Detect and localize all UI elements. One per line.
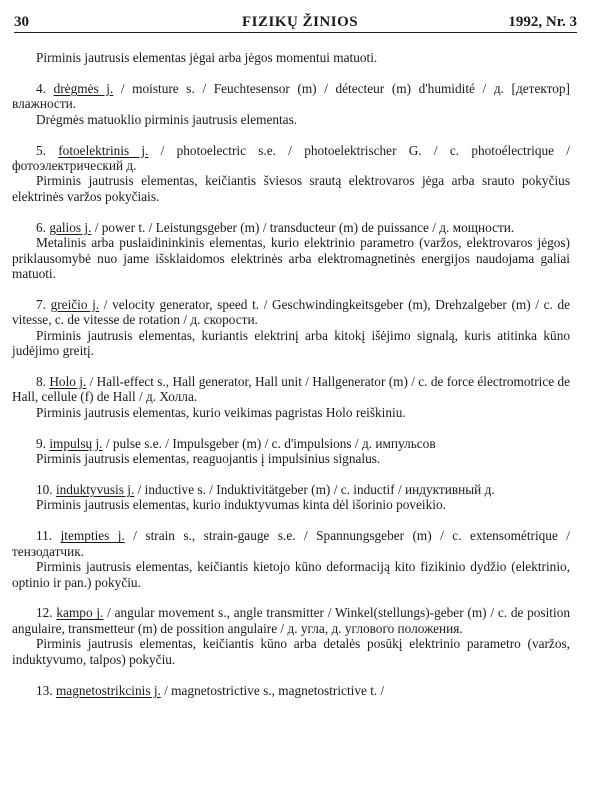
entry-header (12, 436, 570, 451)
glossary-entry (12, 683, 570, 698)
glossary-entry (12, 374, 570, 420)
entry-term: induktyvusis j. (55, 482, 135, 498)
entry-header (12, 605, 570, 636)
entry-definition: Pirminis jautrusis elementas, reaguojantis į impulsinius signalus. (36, 451, 381, 467)
entry-term: drėgmės j. (53, 80, 114, 96)
page-number: 30 (14, 14, 29, 30)
entry-header (12, 297, 570, 328)
intro-definition: Pirminis jautrusis elementas jėgai arba jėgos momentui matuoti. (36, 50, 378, 65)
entry-translations: / velocity generator, speed t. / Geschwindingkeitsgeber (m), Drehzalgeber (m) / c. de vitesse, c. de vitesse de rotation / д. скорости. (12, 296, 570, 328)
entry-term: fotoelektrinis j. (58, 142, 149, 158)
issue-number: 1992, Nr. 3 (508, 14, 577, 30)
entry-header (12, 528, 570, 559)
entry-number: 12. (36, 605, 53, 621)
entry-term: Holo j. (49, 374, 87, 389)
entry-translations: / pulse s.e. / Impulsgeber (m) / c. d'impulsions / д. импульсов (102, 435, 436, 451)
glossary-entry (12, 297, 570, 359)
glossary-entry (12, 528, 570, 590)
entry-number: 4. (36, 80, 46, 96)
entry-definition: Pirminis jautrusis elementas, keičiantis kietojo kūno deformaciją kito fizikinio dydžio (elektrinio, optinio ir pan.) pokyčiu. (12, 559, 570, 590)
entry-definition: Pirminis jautrusis elementas, keičiantis kūno arba detalės posūkį elektrinio parametro (varžos, induktyvumo, talpos) pokyčiu. (12, 636, 570, 667)
entry-term: įtempties j. (60, 528, 125, 544)
entry-term: magnetostrikcinis j. (55, 682, 161, 698)
entry-definition: Drėgmės matuoklio pirminis jautrusis elementas. (36, 111, 298, 127)
glossary-entry (12, 220, 570, 282)
glossary-entry (12, 482, 570, 513)
glossary-content (12, 50, 570, 698)
entry-number: 13. (36, 682, 53, 698)
entry-number: 6. (36, 219, 46, 235)
entry-term: greičio j. (50, 296, 100, 312)
entry-translations: / angular movement s., angle transmitter / Winkel(stellungs)-geber (m) / c. de position angulaire, transmetteur (m) de possition angulaire / д. угла, д. углового положения. (12, 605, 570, 636)
entry-translations: / Hall-effect s., Hall generator, Hall unit / Hallgenerator (m) / c. de force électromotrice de Hall, cellule (f) de Hall / д. Холла. (12, 374, 571, 405)
entry-number: 10. (36, 482, 53, 498)
page-header (14, 8, 577, 33)
entry-header (12, 683, 570, 698)
entry-header (12, 482, 570, 497)
entry-term: impulsų j. (49, 435, 103, 451)
entry-translations: / strain s., strain-gauge s.e. / Spannungsgeber (m) / c. extensométrique / тензодатчик. (12, 528, 570, 559)
glossary-entry (12, 143, 570, 205)
entry-number: 11. (36, 528, 53, 544)
entry-translations: / magnetostrictive s., magnetostrictive t. / (160, 682, 385, 698)
entry-term: kampo j. (56, 605, 104, 621)
entry-number: 7. (36, 296, 46, 312)
entry-number: 8. (36, 374, 46, 389)
entry-definition: Metalinis arba puslaidininkinis elementas, kurio elektrinio parametro (varžos, elektrovaros jėgos) priklausomybė nuo jame išsklaidomos elektrinės arba elektromagnetinės energijos naudojama galiai matuoti. (12, 235, 570, 281)
entry-translations: / moisture s. / Feuchtesensor (m) / détecteur (m) d'humidité / д. [детектор] влажности. (12, 80, 570, 112)
entry-list (12, 81, 570, 698)
entry-header (12, 220, 570, 235)
glossary-entry (12, 81, 570, 127)
entry-header (12, 374, 570, 405)
glossary-entry (12, 605, 570, 667)
entry-translations: / power t. / Leistungsgeber (m) / transducteur (m) de puissance / д. мощности. (91, 219, 515, 235)
entry-definition: Pirminis jautrusis elementas, keičiantis šviesos srautą elektrovaros jėga arba srauto pokyčius elektrinės varžos pokyčiais. (12, 173, 570, 204)
entry-term: galios j. (49, 219, 92, 235)
entry-number: 9. (36, 435, 46, 451)
entry-number: 5. (36, 142, 46, 158)
entry-header (12, 81, 570, 112)
entry-header (12, 143, 570, 174)
entry-definition: Pirminis jautrusis elementas, kurio induktyvumas kinta dėl išorinio poveikio. (36, 497, 446, 513)
entry-translations: / inductive s. / Induktivitätgeber (m) / c. inductif / индуктивный д. (134, 482, 495, 498)
entry-translations: / photoelectric s.e. / photoelektrischer G. / c. photoélectrique / фотоэлектрический д. (12, 142, 571, 174)
glossary-entry (12, 436, 570, 467)
journal-title: FIZIKŲ ŽINIOS (242, 14, 359, 30)
entry-definition: Pirminis jautrusis elementas, kuriantis elektrinį arba kitokį išėjimo signalą, kuris atitinka kūno judėjimo greitį. (12, 327, 570, 359)
entry-definition: Pirminis jautrusis elementas, kurio veikimas pagristas Holo reiškiniu. (36, 404, 406, 420)
